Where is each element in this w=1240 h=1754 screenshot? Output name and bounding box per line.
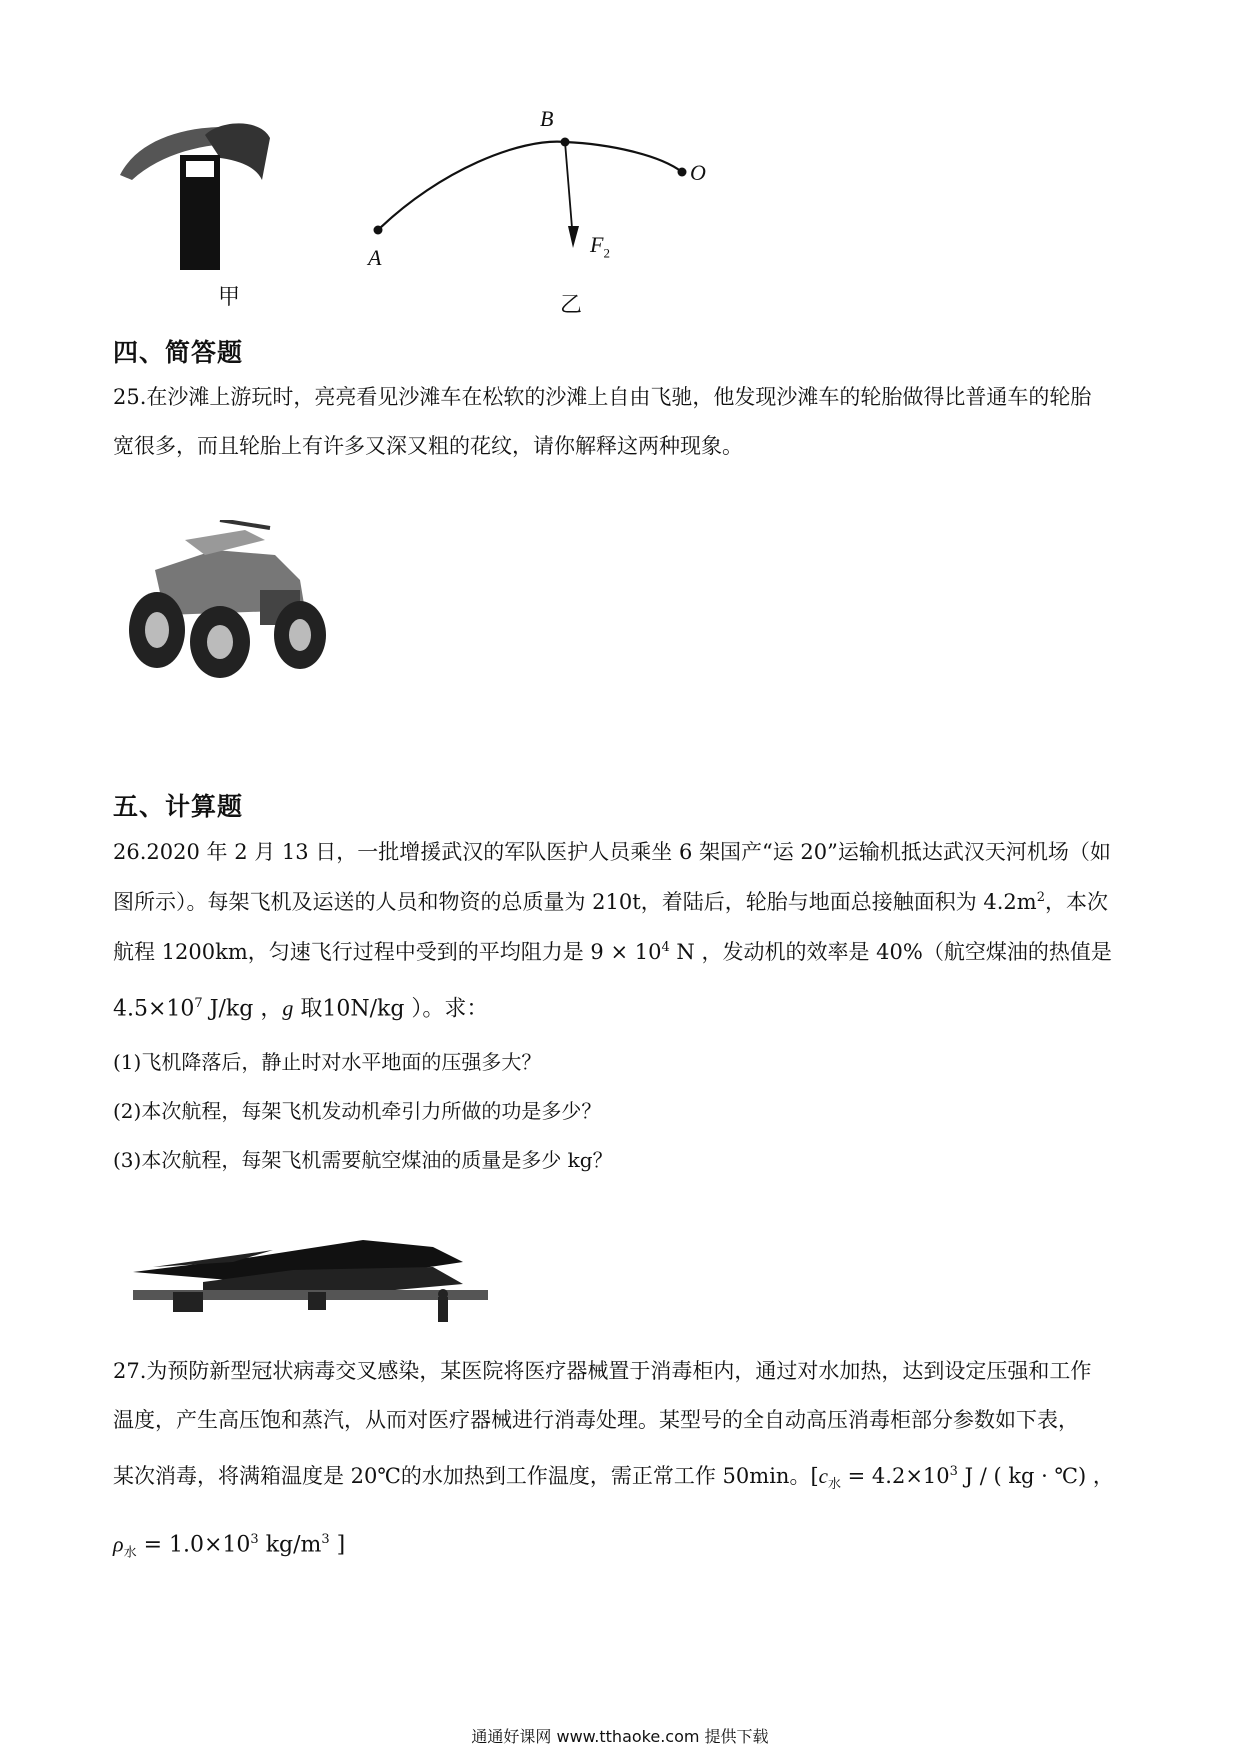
section-title-short-answer: 四、简答题 [113,338,244,367]
q27-line2: 温度，产生高压饱和蒸汽，从而对医疗器械进行消毒处理。某型号的全自动高压消毒柜部分参数如下表， [113,1408,1079,1432]
q26-line4: $4.5\times 10^7$ J/kg ，g 取10N/kg ）。求： [113,995,489,1022]
q26-sub1: (1)飞机降落后，静止时对水平地面的压强多大？ [113,1050,542,1074]
q27-line3: 某次消毒，将满箱温度是 20℃的水加热到工作温度，需正常工作 50min。[$c_水 = 4.2\times 10^3$ J / ( kg · ℃) ， [113,1464,1114,1493]
q26-sub2: (2)本次航程，每架飞机发动机牵引力所做的功是多少？ [113,1099,602,1123]
page-footer: 通通好课网 www.tthaoke.com 提供下载 [471,1727,769,1746]
transport-plane-photo-icon [133,1212,488,1327]
q26-line1: 26.2020 年 2 月 13 日，一批增援武汉的军队医护人员乘坐 6 架国产“运 20”运输机抵达武汉天河机场（如 [113,840,1111,864]
q26-line2: 图所示）。每架飞机及运送的人员和物资的总质量为 210t，着陆后，轮胎与地面总接触面积为 $4.2m^2$，本次 [113,890,1108,914]
q26-sub3: (3)本次航程，每架飞机需要航空煤油的质量是多少 kg？ [113,1148,613,1172]
q27-line1: 27.为预防新型冠状病毒交叉感染，某医院将医疗器械置于消毒柜内，通过对水加热，达到设定压强和工作 [113,1359,1092,1383]
figure-caption-jia: 甲 [218,285,241,310]
point-label-o: O [690,160,706,185]
point-label-b: B [540,106,554,131]
q25-line1: 25.在沙滩上游玩时，亮亮看见沙滩车在松软的沙滩上自由飞驰，他发现沙滩车的轮胎做得比普通车的轮胎 [113,385,1092,409]
force-label-f2: $F_2$ [590,232,610,261]
figure-caption-yi: 乙 [560,293,583,318]
q26-line3: 航程 1200km，匀速飞行过程中受到的平均阻力是 $9 \times 10^4$ N ，发动机的效率是 40%（航空煤油的热值是 [113,940,1112,964]
atv-photo-icon [125,520,335,680]
lever-photo-figure [110,120,280,270]
section-title-calculation: 五、计算题 [113,792,244,821]
point-label-a: A [368,245,382,270]
q27-line4: $\rho_水 = 1.0\times 10^3$ $kg/m^3$ ] [113,1531,346,1561]
q25-line2: 宽很多，而且轮胎上有许多又深又粗的花纹，请你解释这两种现象。 [113,434,743,458]
